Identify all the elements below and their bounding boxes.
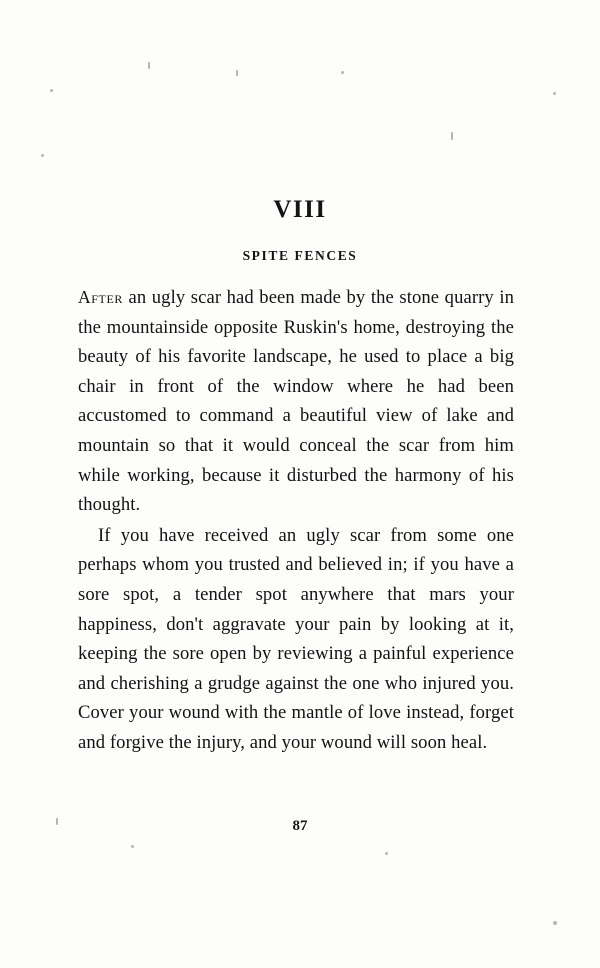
- scan-speck: [50, 89, 53, 92]
- scan-speck: [385, 852, 388, 855]
- paragraph-lead-smallcaps: After: [78, 287, 123, 307]
- page-number: 87: [292, 818, 308, 834]
- paragraph-body: If you have received an ugly scar from some one perhaps whom you trusted and believed in; if you have a sore spot, a tender spot anywhere that mars your happiness, don't aggravate your pain by looking at it, keeping the sore open by reviewing a painful experience and cherishing a grudge against the one who injured you. Cover your wound with the mantle of love instead, forget and forgive the injury, and your wound will soon heal.: [78, 524, 514, 753]
- paragraph: [78, 283, 514, 520]
- scan-speck: [131, 845, 134, 848]
- scan-speck: [553, 921, 557, 925]
- scan-speck: [41, 154, 44, 157]
- scan-speck: [451, 132, 453, 140]
- scan-speck: [553, 92, 556, 95]
- chapter-title: SPITE FENCES: [242, 248, 358, 263]
- chapter-number: VIII: [273, 196, 327, 223]
- scan-speck: [236, 70, 238, 76]
- scan-speck: [148, 62, 150, 69]
- paragraph-body: an ugly scar had been made by the stone quarry in the mountainside opposite Ruskin's home, destroying the beauty of his favorite landscape, he used to place a big chair in front of the window where he had been accustomed to command a beautiful view of lake and mountain so that it would conceal the scar from him while working, because it disturbed the harmony of his thought.: [78, 287, 514, 516]
- body-text: [78, 283, 514, 758]
- scan-speck: [341, 71, 344, 74]
- paragraph: [78, 521, 514, 758]
